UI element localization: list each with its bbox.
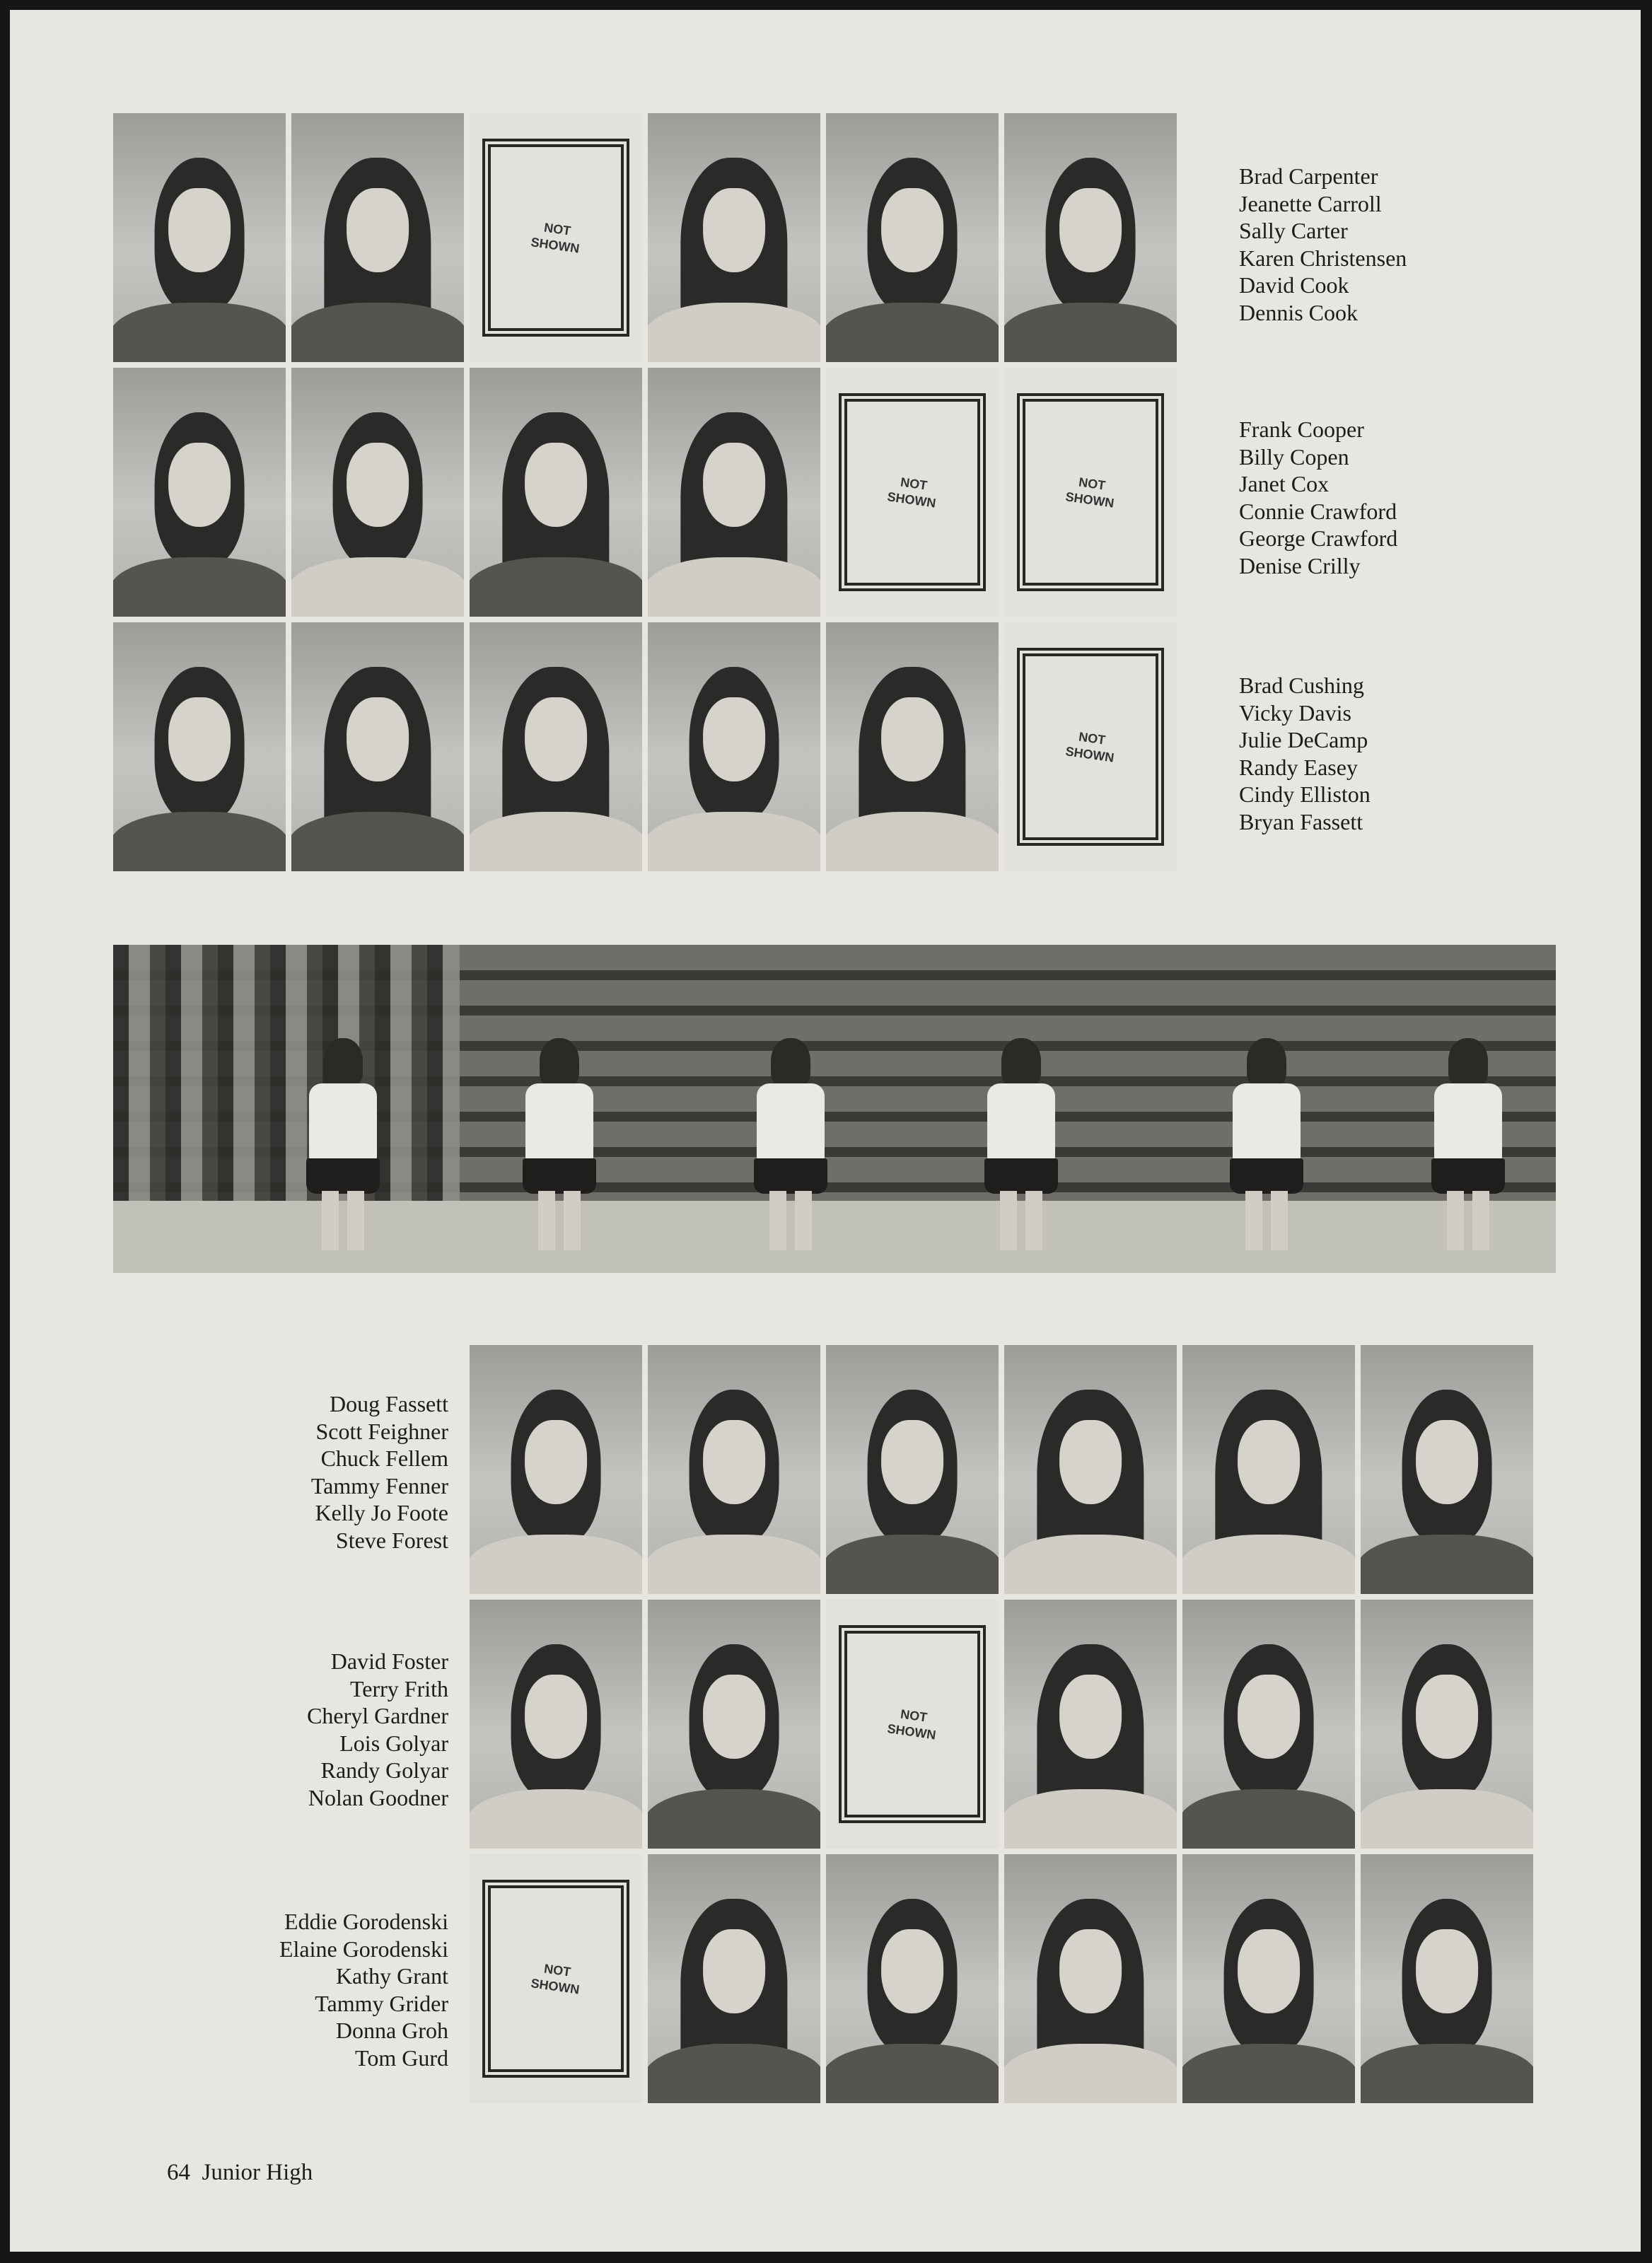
student-name: Nolan Goodner xyxy=(308,1784,448,1810)
student-name: Bryan Fassett xyxy=(1239,808,1363,834)
name-list xyxy=(165,1390,448,1554)
portrait-photo xyxy=(1182,1600,1355,1849)
portrait-photo xyxy=(113,113,286,362)
student-name: Donna Groh xyxy=(335,2018,448,2043)
student-name: Elaine Gorodenski xyxy=(279,1936,448,1962)
not-shown-placeholder: NOT SHOWN xyxy=(826,1600,999,1849)
student-name: Cindy Elliston xyxy=(1239,781,1371,807)
portrait-photo xyxy=(291,113,464,362)
student-name: Frank Cooper xyxy=(1239,417,1364,442)
portrait-photo xyxy=(1004,1345,1177,1594)
not-shown-placeholder: NOT SHOWN xyxy=(470,1854,642,2103)
portrait-photo xyxy=(1182,1345,1355,1594)
not-shown-placeholder: NOT SHOWN xyxy=(1004,368,1177,617)
portrait-photo xyxy=(470,1345,642,1594)
student-name: Connie Crawford xyxy=(1239,498,1397,524)
student-name: Randy Easey xyxy=(1239,754,1358,780)
student-name: Randy Golyar xyxy=(320,1757,448,1783)
student-name: Lois Golyar xyxy=(339,1730,448,1756)
portrait-photo xyxy=(826,622,999,871)
portrait-photo xyxy=(1361,1345,1533,1594)
portrait-photo xyxy=(826,1345,999,1594)
student-name: Tammy Fenner xyxy=(310,1472,448,1499)
student-name: Kathy Grant xyxy=(335,1963,448,1989)
portrait-photo xyxy=(1182,1854,1355,2103)
name-list xyxy=(165,1908,448,2071)
portrait-photo xyxy=(1004,1854,1177,2103)
student-name: Scott Feighner xyxy=(315,1418,448,1444)
portrait-photo xyxy=(113,622,286,871)
student-name: Chuck Fellem xyxy=(320,1445,448,1471)
student-name: Dennis Cook xyxy=(1239,299,1358,325)
portrait-photo xyxy=(470,622,642,871)
page-footer xyxy=(167,2160,313,2186)
student-name: Kelly Jo Foote xyxy=(315,1500,448,1525)
not-shown-placeholder: NOT SHOWN xyxy=(826,368,999,617)
portrait-photo xyxy=(648,1345,820,1594)
section-title: Junior High xyxy=(202,2160,313,2185)
bottom-photo-grid xyxy=(470,1345,1533,2103)
student-name: Steve Forest xyxy=(335,1527,448,1553)
name-list xyxy=(165,1648,448,1811)
name-list xyxy=(1239,416,1522,579)
portrait-photo xyxy=(1004,1600,1177,1849)
portrait-photo xyxy=(291,368,464,617)
top-photo-grid xyxy=(113,113,1177,871)
portrait-photo xyxy=(1361,1854,1533,2103)
portrait-photo xyxy=(1361,1600,1533,1849)
portrait-photo xyxy=(1004,113,1177,362)
portrait-photo xyxy=(470,1600,642,1849)
student-name: Cheryl Gardner xyxy=(307,1703,448,1728)
page-number: 64 xyxy=(167,2160,190,2185)
student-name: David Foster xyxy=(330,1648,448,1674)
student-name: David Cook xyxy=(1239,272,1349,298)
portrait-photo xyxy=(291,622,464,871)
student-name: Karen Christensen xyxy=(1239,245,1407,271)
student-name: George Crawford xyxy=(1239,525,1398,551)
name-list xyxy=(1239,163,1522,326)
student-name: Brad Cushing xyxy=(1239,673,1364,698)
portrait-photo xyxy=(648,368,820,617)
portrait-photo xyxy=(826,113,999,362)
student-name: Sally Carter xyxy=(1239,218,1348,243)
portrait-photo xyxy=(470,368,642,617)
student-name: Brad Carpenter xyxy=(1239,163,1378,189)
student-name: Doug Fassett xyxy=(330,1391,448,1416)
student-name: Denise Crilly xyxy=(1239,552,1361,578)
student-name: Terry Frith xyxy=(349,1675,448,1701)
name-list xyxy=(1239,672,1522,835)
portrait-photo xyxy=(113,368,286,617)
portrait-photo xyxy=(648,622,820,871)
student-name: Julie DeCamp xyxy=(1239,727,1368,752)
cheerleaders-gym-photo xyxy=(113,945,1556,1273)
student-name: Billy Copen xyxy=(1239,443,1349,470)
student-name: Vicky Davis xyxy=(1239,699,1351,726)
not-shown-placeholder: NOT SHOWN xyxy=(1004,622,1177,871)
student-name: Eddie Gorodenski xyxy=(284,1909,448,1934)
portrait-photo xyxy=(648,113,820,362)
portrait-photo xyxy=(826,1854,999,2103)
student-name: Tom Gurd xyxy=(355,2044,448,2071)
student-name: Jeanette Carroll xyxy=(1239,190,1382,216)
student-name: Tammy Grider xyxy=(315,1990,448,2016)
portrait-photo xyxy=(648,1854,820,2103)
student-name: Janet Cox xyxy=(1239,471,1330,496)
portrait-photo xyxy=(648,1600,820,1849)
not-shown-placeholder: NOT SHOWN xyxy=(470,113,642,362)
yearbook-page xyxy=(10,10,1641,2252)
